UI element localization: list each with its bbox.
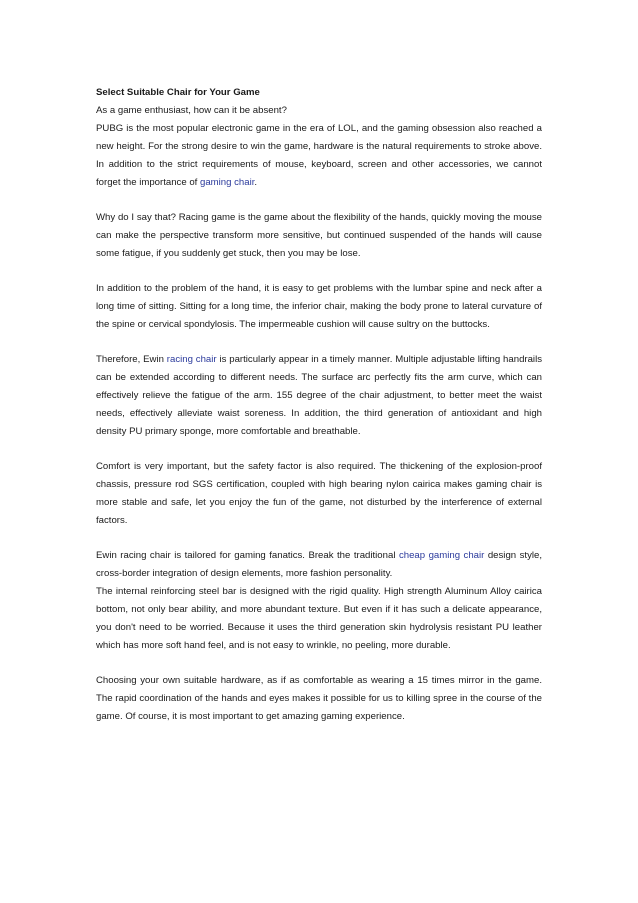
cheap-gaming-chair-link[interactable]: cheap gaming chair: [398, 550, 485, 561]
paragraph-1: [96, 120, 542, 192]
paragraph-6: [96, 547, 542, 583]
document-subtitle: As a game enthusiast, how can it be absent?: [96, 105, 287, 116]
paragraph-1-end: .: [254, 177, 258, 188]
paragraph-1-text: PUBG is the most popular electronic game in the era of LOL, and the gaming obsession also reached a new height. For the strong desire to win the game, hardware is the natural requirements to stroke above. In addition to the strict requirements of mouse, keyboard, screen and other accessories, we cannot forget the importance of: [96, 123, 542, 188]
paragraph-2: Why do I say that? Racing game is the game about the flexibility of the hands, quickly moving the mouse can make the perspective transform more sensitive, but continued suspended of the hands will cause some fatigue, if you suddenly get stuck, then you may be lose.: [96, 212, 542, 259]
paragraph-4-before: Therefore, Ewin: [96, 354, 167, 365]
paragraph-4-after: is particularly appear in a timely manner. Multiple adjustable lifting handrails can be extended according to different needs. The surface arc perfectly fits the arm curve, which can effectively relieve the fatigue of the arm. 155 degree of the chair adjustment, to better meet the waist needs, effectively alleviate waist soreness. In addition, the third generation of antioxidant and high density PU primary sponge, more comfortable and breathable.: [96, 354, 542, 437]
paragraph-6-after: design style, cross-border integration of design elements, more fashion personality.: [96, 550, 542, 579]
gaming-chair-link[interactable]: gaming chair: [200, 177, 255, 188]
document-title: Select Suitable Chair for Your Game: [96, 87, 260, 98]
paragraph-6-before: Ewin racing chair is tailored for gaming fanatics. Break the traditional: [96, 550, 399, 561]
document-page: [96, 84, 542, 743]
paragraph-3: In addition to the problem of the hand, it is easy to get problems with the lumbar spine and neck after a long time of sitting. Sitting for a long time, the inferior chair, making the body prone to lateral curvature of the spine or cervical spondylosis. The impermeable cushion will cause sultry on the buttocks.: [96, 283, 542, 330]
paragraph-5: Comfort is very important, but the safety factor is also required. The thickening of the explosion-proof chassis, pressure rod SGS certification, coupled with high bearing nylon cairica makes gaming chair is more stable and safe, let you enjoy the fun of the game, not disturbed by the interference of external factors.: [96, 461, 542, 526]
paragraph-4: [96, 351, 542, 441]
paragraph-7: The internal reinforcing steel bar is designed with the rigid quality. High strength Aluminum Alloy cairica bottom, not only bear ability, and more abundant texture. But even if it has such a delicate appearance, you don't need to be worried. Because it uses the third generation skin hydrolysis resistant PU leather which has more soft hand feel, and is not easy to wrinkle, no peeling, more durable.: [96, 586, 542, 651]
racing-chair-link[interactable]: racing chair: [166, 354, 217, 365]
paragraph-8: Choosing your own suitable hardware, as if as comfortable as wearing a 15 times mirror in the game. The rapid coordination of the hands and eyes makes it possible for us to killing spree in the course of the game. Of course, it is most important to get amazing gaming experience.: [96, 675, 542, 722]
